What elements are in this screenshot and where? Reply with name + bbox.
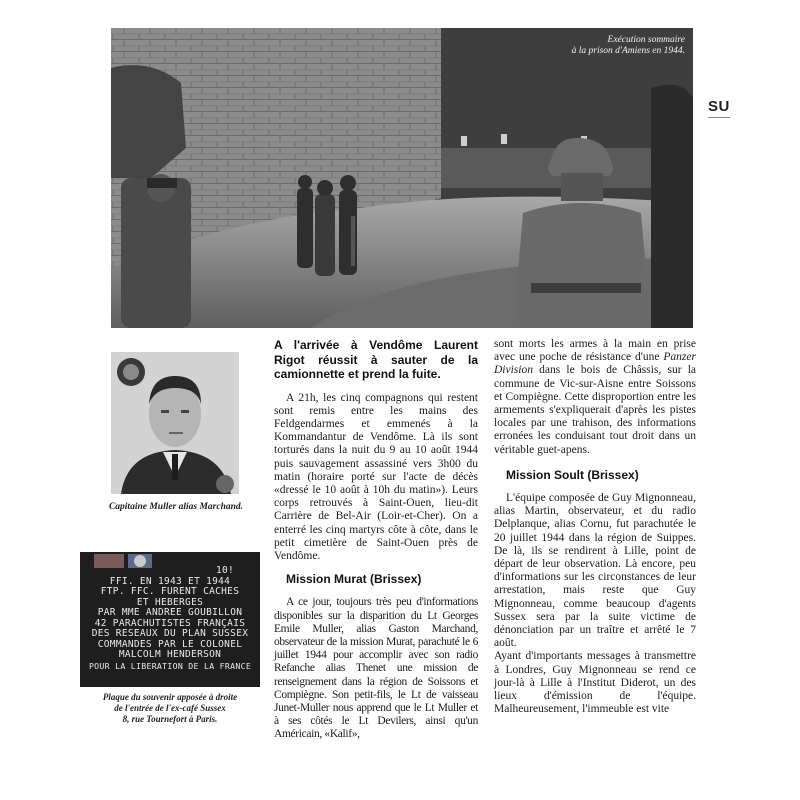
portrait-caption: Capitaine Muller alias Marchand. <box>108 502 244 512</box>
text-column-1 <box>274 338 478 742</box>
plaque-line: 10! <box>215 565 234 576</box>
body-text-italic: Panzer Division <box>494 351 696 377</box>
plaque-line: PAR MME ANDREE GOUBILLON <box>97 607 243 618</box>
plaque-line: FTP. FFC. FURENT CACHES <box>100 586 240 597</box>
plaque-inscription <box>80 566 260 671</box>
body-paragraph: L'équipe composée de Guy Mignonneau, alias Martin, observateur, et du radio Delplanque, alias Cornu, fut parachutée le 20 juillet 1944 dans la région de Suippes. De là, ils se rendirent à Lille, point de départ de leur observation. Là encore, peu d'informations sur les circonstances de leur arrestation, mais reste que Guy Mignonneau, comme beaucoup d'agents Sussex sera par la suite victime de dénonciation par un traître et arrêté le 7 août. <box>494 492 696 650</box>
plaque-caption-line: Plaque du souvenir apposée à droite <box>102 692 238 702</box>
plaque-line: 42 PARACHUTISTES FRANÇAIS <box>94 617 246 629</box>
section-heading-murat: Mission Murat (Brissex) <box>286 572 422 587</box>
body-paragraph: Ayant d'importants messages à transmettre à Londres, Guy Mignonneau se rend ce jour-là à Lille à l'Institut Diderot, un des lieux d'émission de l'équipe. Malheureusement, l'immeuble est vite <box>494 650 696 716</box>
plaque-line: ET HEBERGES <box>136 596 204 608</box>
plaque-line: POUR LA LIBERATION DE LA FRANCE <box>88 660 252 671</box>
plaque-line: MALCOLM HENDERSON <box>118 649 222 660</box>
lead-paragraph: A l'arrivée à Vendôme Laurent Rigot réussit à sauter de la camionnette et prend la fuite. <box>274 338 478 381</box>
photo-caption <box>572 35 685 57</box>
plaque-line: DES RESEAUX DU PLAN SUSSEX <box>91 628 249 639</box>
section-heading-soult: Mission Soult (Brissex) <box>506 467 639 482</box>
execution-photo <box>111 28 693 328</box>
memorial-plaque-photo <box>80 552 260 687</box>
execution-photo-art <box>111 28 693 328</box>
text-column-2 <box>494 338 696 716</box>
plaque-line: COMMANDES PAR LE COLONEL <box>97 638 243 650</box>
photo-caption-line: à la prison d'Amiens en 1944. <box>571 46 685 56</box>
portrait-art <box>111 352 239 494</box>
plaque-caption-line: de l'entrée de l'ex-café Sussex <box>114 703 226 713</box>
photo-caption-line: Exécution sommaire <box>607 35 685 45</box>
portrait-photo <box>111 352 239 494</box>
body-paragraph <box>494 338 696 457</box>
plaque-caption <box>84 692 256 725</box>
body-text: sont morts les armes à la main en prise avec une poche de résistance d'une <box>494 338 696 364</box>
body-paragraph: A 21h, les cinq compagnons qui restent sont remis entre les mains des Feldgendarmes et emmenés à la Kommandantur de Vendôme. Là ils sont torturés dans la nuit du 9 au 10 août 1944 puis sauvagement assassiné vers 3h00 du matin (horaire porté sur l'acte de décès «dressé le 10 août à 10h du matin»). Leurs corps retrouvés à Saint-Ouen, lieu-dit Carrière de Bel-Air (Loir-et-Cher). On a enterré les cinq martyrs côte à côte, dans le petit cimetière de Saint-Ouen près de Vendôme. <box>274 391 478 562</box>
body-text: dans le bois de Châssis, sur la commune de Vic-sur-Aisne entre Soissons et Compiègne. Cette disproportion entre les armements s'expliquerait d'après les pistes locales par une trahison, des informations erronées les conduisant tout droit dans un véritable guet-apens. <box>494 364 696 456</box>
body-paragraph: A ce jour, toujours très peu d'informations disponibles sur la disparition du Lt Georges Emile Muller, alias Gaston Marchand, observateur de la mission Murat, parachuté le 6 juillet 1944 pour accomplir avec son radio Refanche alias Thenet une mission de renseignement dans la région de Soissons et Compiègne. Son petit-fils, le Lt de vaisseau Junet-Muller nous apprend que le Lt Muller et à ses côtés le Lt Devilers, ainsi qu'un Américain, «Kalif», <box>274 596 478 741</box>
plaque-line: FFI. EN 1943 ET 1944 <box>109 575 231 587</box>
running-header-fragment: SU <box>708 98 730 115</box>
plaque-caption-line: 8, rue Tournefort à Paris. <box>122 714 218 724</box>
